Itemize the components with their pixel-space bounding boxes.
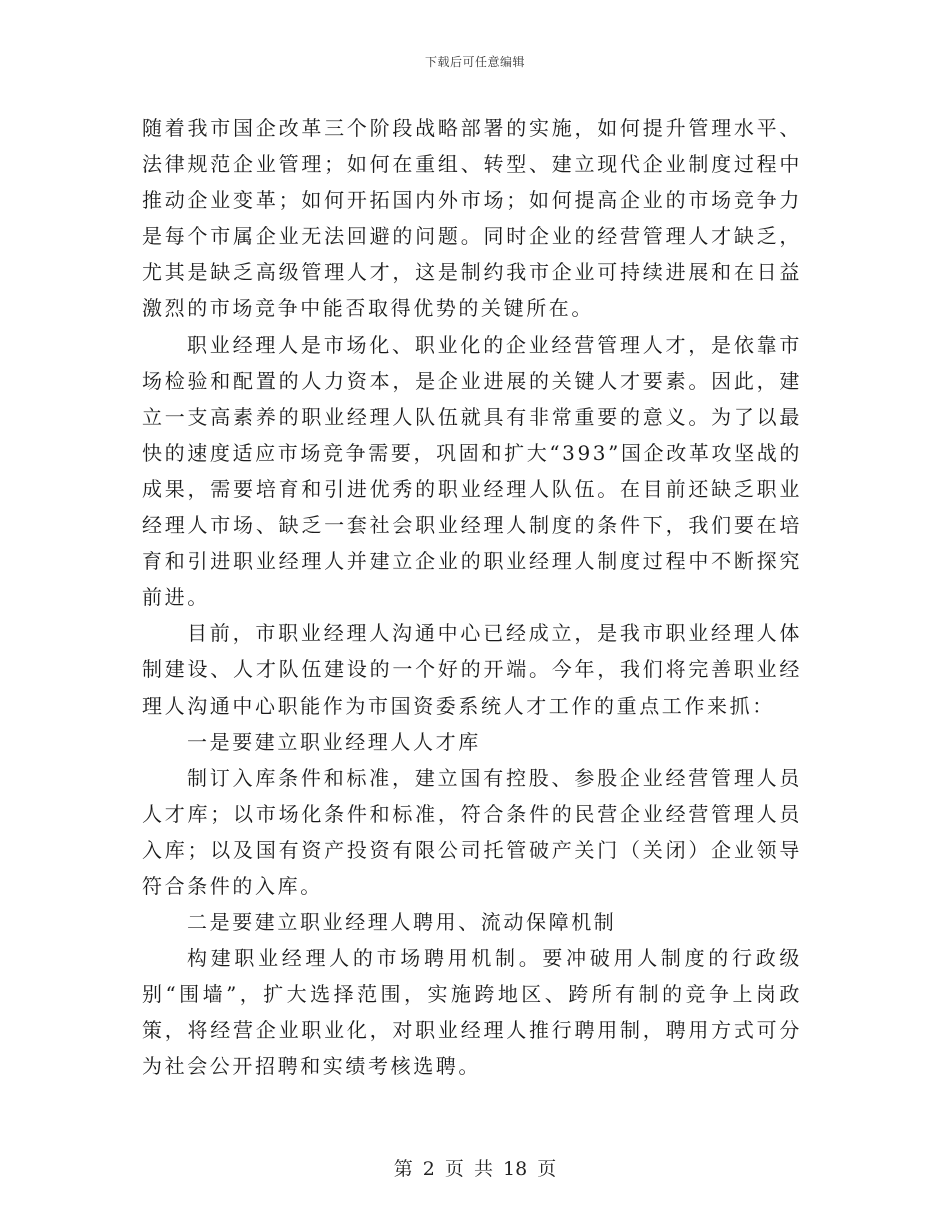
page-number: 第 2 页 共 18 页 <box>393 1158 557 1180</box>
paragraph: 随着我市国企改革三个阶段战略部署的实施，如何提升管理水平、法律规范企业管理；如何在重组、转型、建立现代企业制度过程中推动企业变革；如何开拓国内外市场；如何提高企业的市场竞争力是每个市属企业无法回避的问题。同时企业的经营管理人才缺乏，尤其是缺乏高级管理人才，这是制约我市企业可持续进展和在日益激烈的市场竞争中能否取得优势的关键所在。 <box>142 116 802 321</box>
document-body <box>142 110 802 1085</box>
section-heading: 二是要建立职业经理人聘用、流动保障机制 <box>187 910 617 935</box>
paragraph: 制订入库条件和标准，建立国有控股、参股企业经营管理人员人才库；以市场化条件和标准，符合条件的民营企业经营管理人员入库；以及国有资产投资有限公司托管破产关门（关闭）企业领导符合条件的入库。 <box>142 765 802 898</box>
page-header: 下载后可任意编辑 <box>424 55 525 69</box>
paragraph: 目前，市职业经理人沟通中心已经成立，是我市职业经理人体制建设、人才队伍建设的一个好的开端。今年，我们将完善职业经理人沟通中心职能作为市国资委系统人才工作的重点工作来抓： <box>142 621 802 718</box>
section-heading: 一是要建立职业经理人人才库 <box>187 729 481 754</box>
paragraph: 构建职业经理人的市场聘用机制。要冲破用人制度的行政级别“围墙”，扩大选择范围，实施跨地区、跨所有制的竞争上岗政策，将经营企业职业化，对职业经理人推行聘用制，聘用方式可分为社会公开招聘和实绩考核选聘。 <box>142 946 802 1079</box>
paragraph: 职业经理人是市场化、职业化的企业经营管理人才，是依靠市场检验和配置的人力资本，是企业进展的关键人才要素。因此，建立一支高素养的职业经理人队伍就具有非常重要的意义。为了以最快的速度适应市场竞争需要，巩固和扩大“393”国企改革攻坚战的成果，需要培育和引进优秀的职业经理人队伍。在目前还缺乏职业经理人市场、缺乏一套社会职业经理人制度的条件下，我们要在培育和引进职业经理人并建立企业的职业经理人制度过程中不断探究前进。 <box>142 332 802 610</box>
